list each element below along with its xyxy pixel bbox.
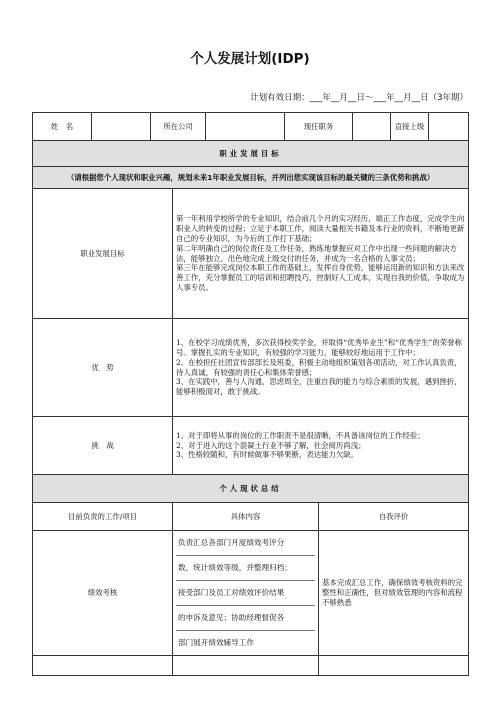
challenges-text[interactable]	[173, 417, 469, 475]
career-goal-text[interactable]	[173, 189, 469, 319]
name-label: 姓 名	[33, 113, 92, 141]
challenge-paragraph: 3、性格较随和，有时候做事不够果断，表达能力欠缺。	[176, 450, 359, 460]
career-goal-header: 职业发展目标	[33, 141, 469, 167]
superior-value[interactable]	[429, 113, 469, 141]
position-label: 现任职务	[285, 113, 353, 141]
challenge-paragraph: 1、对于即将从事的岗位的工作职责不是很清晰，不具备该岗位的工作经验；	[176, 430, 425, 440]
strengths-label: 优 势	[33, 319, 173, 417]
goal-paragraph: 第三年在能够完成岗位本职工作的基础上，发挥自身优势，能够运用新的知识和方法来改善工作，充分掌握员工的培训和招聘技巧，控制好人工成本，实现自我的价值，争取成为人事专员。	[176, 263, 465, 292]
strength-paragraph: 3、在实践中，善与人沟通，思虑周全，注重自我的能力与综合素质的发展，遇到挫折，能够积极面对，敢于挑战。	[176, 377, 462, 397]
content-line: 接受部门及员工对绩效评价结果	[176, 581, 315, 606]
content-line: 的申诉及意见；协助经理督促各	[176, 606, 315, 631]
status-summary-header: 个人现状总结	[33, 475, 469, 503]
work-item-empty[interactable]	[33, 656, 173, 676]
work-content-empty[interactable]	[173, 656, 319, 676]
self-evaluation-column-header: 自我评价	[319, 503, 469, 531]
content-line: 数，统计绩效等级，并整理归档；	[176, 556, 315, 581]
work-item-performance: 绩效考核	[33, 531, 173, 656]
name-value[interactable]	[92, 113, 151, 141]
strength-paragraph: 2、在校担任社团宣传部部长及班委，积极主动地组织策划各项活动，对工作认真负责，待人真诚，有较强的责任心和集体荣誉感；	[176, 357, 462, 377]
company-value[interactable]	[206, 113, 285, 141]
self-evaluation-text[interactable]: 基本完成汇总工作，确保绩效考核资料的完整性和正确性，但对绩效管理的内容和流程不够熟悉	[319, 531, 469, 656]
goal-paragraph: 第一年利用学校所学的专业知识，结合前几个月的实习经历，端正工作态度，完成学生向职业人的转变的过程；立足于本职工作，阅读大量相关书籍及本行业的资料，不断地更新自己的专业知识，为今后的工作打下基础；	[176, 214, 465, 243]
career-goal-label: 职业发展目标	[33, 189, 173, 319]
content-line: 部门展开绩效辅导工作	[178, 638, 254, 648]
goal-paragraph: 第二年明确自己的岗位责任及工作任务，熟练地掌握应对工作中出现一些问题的解决方法，能够独立、出色地完成上级交付的任务，并成为一名合格的人事文员；	[176, 243, 457, 263]
career-goal-instruction: （请根据您个人现状和职业兴趣，规划未来1年职业发展目标，并列出您实现该目标的最关键的三条优势和挑战）	[33, 167, 469, 189]
work-content-cell[interactable]	[173, 531, 319, 656]
challenges-label: 挑 战	[33, 417, 173, 475]
plan-period-line: 计划有效日期：___年__月__日～___年__月__日（3年期）	[250, 93, 468, 103]
position-value[interactable]	[353, 113, 391, 141]
superior-label: 直接上级	[391, 113, 429, 141]
content-line: 负责汇总各部门月度绩效考评分	[176, 531, 315, 556]
document-title: 个人发展计划(IDP)	[190, 51, 310, 67]
idp-table	[32, 112, 469, 676]
strength-paragraph: 1、在校学习成绩优秀，多次获得校奖学金，并取得“优秀毕业生”和“优秀学生”的荣誉称号。掌握扎实的专业知识，有较强的学习能力，能够较好地运用于工作中；	[176, 338, 462, 357]
self-evaluation-empty[interactable]	[319, 656, 469, 676]
challenge-paragraph: 2、对于进入的这个混凝土行业不够了解，社会阅历尚浅；	[176, 440, 366, 450]
company-label: 所在公司	[151, 113, 206, 141]
strengths-text[interactable]	[173, 319, 469, 417]
content-column-header: 具体内容	[173, 503, 319, 531]
current-work-column-header: 目前负责的工作/项目	[33, 503, 173, 531]
